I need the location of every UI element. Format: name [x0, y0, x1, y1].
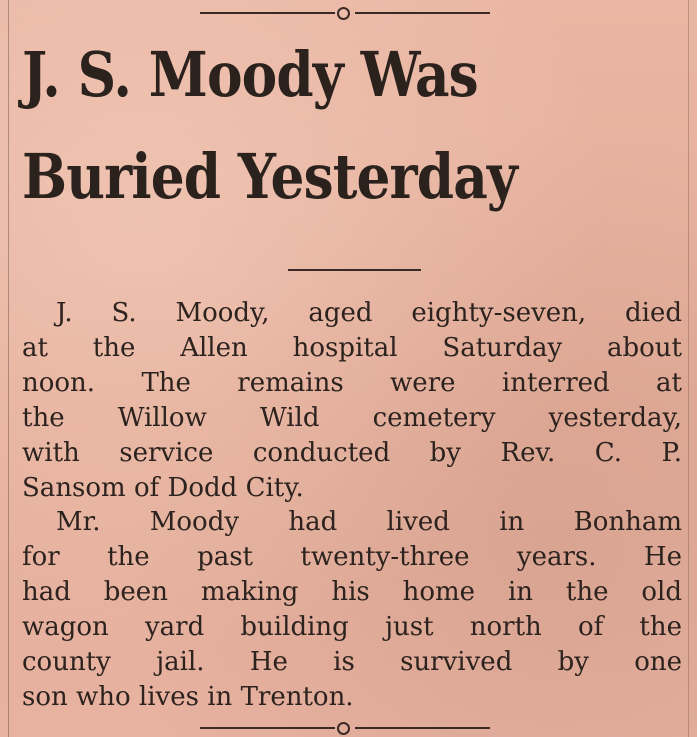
ornament-ring [337, 722, 350, 735]
column-rule-right [688, 0, 689, 737]
ornament-line-right [355, 12, 490, 14]
paragraph-line: J. S. Moody, aged eighty-seven, died [56, 298, 682, 328]
paragraph-line: noon. The remains were interred at [22, 368, 682, 398]
paragraph-line: son who lives in Trenton. [22, 682, 354, 712]
top-ornament-divider [200, 6, 490, 20]
paragraph-line: for the past twenty-three years. He [22, 542, 682, 572]
ornament-line-left [200, 12, 335, 14]
article-paragraph-2 [22, 505, 682, 715]
paragraph-line: at the Allen hospital Saturday about [22, 333, 682, 363]
bottom-ornament-divider [200, 721, 490, 735]
article-paragraph-1 [22, 296, 682, 506]
paragraph-line: county jail. He is survived by one [22, 647, 682, 677]
paragraph-line: had been making his home in the old [22, 577, 682, 607]
paragraph-line: wagon yard building just north of the [22, 612, 682, 642]
paragraph-line: with service conducted by Rev. C. P. [22, 438, 682, 468]
ornament-ring [337, 7, 350, 20]
column-rule-left [8, 0, 9, 737]
headline-rule [288, 269, 421, 271]
headline-line-1: J. S. Moody Was [22, 38, 478, 111]
paragraph-line: Mr. Moody had lived in Bonham [56, 507, 682, 537]
headline-line-2: Buried Yesterday [22, 140, 518, 213]
paragraph-line: Sansom of Dodd City. [22, 473, 304, 503]
paragraph-line: the Willow Wild cemetery yesterday, [22, 403, 682, 433]
ornament-line-left [200, 727, 335, 729]
ornament-line-right [355, 727, 490, 729]
